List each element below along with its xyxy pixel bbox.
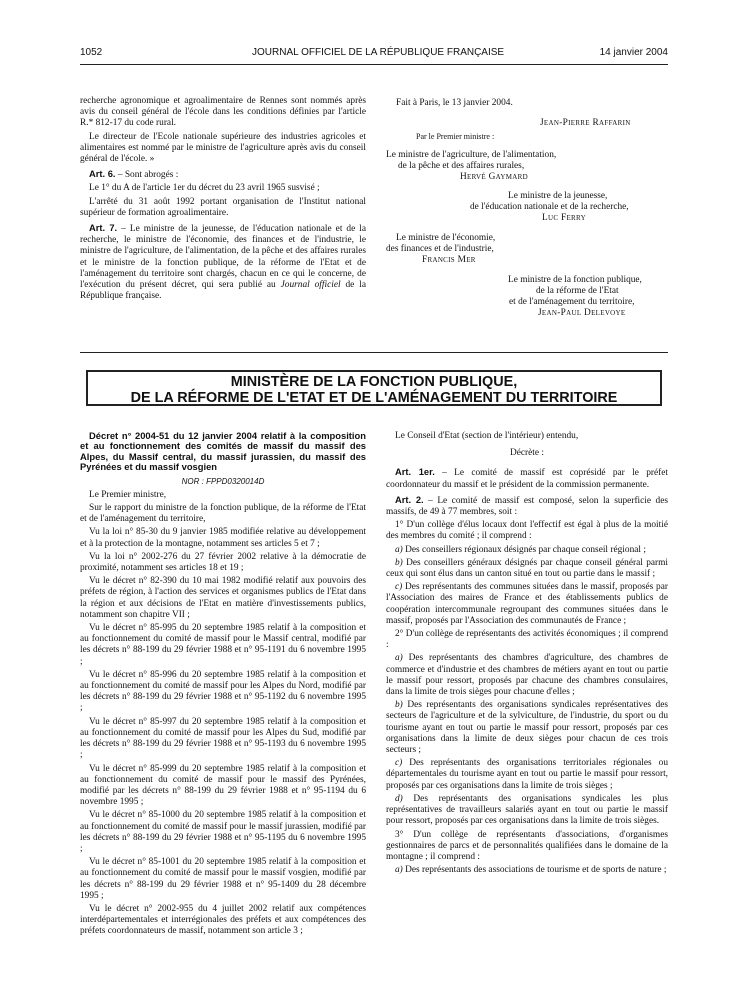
signatory-title: Le ministre de l'agriculture, de l'alimentation, [386, 150, 557, 160]
signatory-title: Le ministre de la fonction publique, [508, 275, 642, 285]
paragraph: Le 1° du A de l'article 1er du décret du 23 avril 1965 susvisé ; [89, 183, 320, 194]
list-item: a) Des représentants des chambres d'agriculture, des chambres de commerce et d'industrie et des chambres de métiers ayant en tout ou partie le massif pour ressort, proposés par chacune des chambres consulaires, dans la limite de trois sièges pour chacune d'elles ; [386, 653, 668, 698]
decree-right-column [386, 431, 668, 878]
paragraph: Vu le décret n° 85-1001 du 20 septembre 1985 relatif à la composition et au fonctionnement du comité de massif pour le massif vosgien, modifié par les décrets n° 88-199 du 29 février 1988 et n° 95-1409 du 28 décembre 1995 ; [80, 857, 366, 901]
paragraph: Le directeur de l'Ecole nationale supérieure des industries agricoles et alimentaires est nommé par le ministre de l'agriculture après avis du conseil général de l'école. » [80, 131, 366, 165]
paragraph: Vu le décret n° 85-995 du 20 septembre 1985 relatif à la composition et au fonctionnement du comité de massif pour le Massif central, modifié par les décrets n° 88-199 du 29 février 1988 et n° 95-1191 du 6 novembre 1995 ; [80, 623, 366, 667]
list-item: d) Des représentants des organisations syndicales les plus représentatives de travailleurs salariés ayant en tout ou partie le massif pour ressort, proposés par ces organisations dans la limite de trois sièges. [386, 793, 668, 827]
ministry-heading [86, 370, 662, 406]
article-2: Art. 2. – Le comité de massif est composé, selon la superficie des massifs, de 49 à 77 membres, soit : [386, 494, 668, 518]
header-date: 14 janvier 2004 [599, 47, 668, 58]
signatory-title: de la pêche et des affaires rurales, [398, 161, 525, 171]
signatory-intro: Par le Premier ministre : [416, 132, 495, 141]
signatory-title: de l'éducation nationale et de la recherche, [470, 202, 629, 212]
signatory-title: et de l'aménagement du territoire, [509, 297, 635, 307]
paragraph: Vu la loi n° 2002-276 du 27 février 2002 relative à la démocratie de proximité, notamment ses articles 18 et 19 ; [80, 551, 366, 574]
page-number: 1052 [80, 47, 103, 58]
paragraph: 1° D'un collège d'élus locaux dont l'effectif est égal à plus de la moitié des membres du comité ; il comprend : [386, 520, 668, 542]
signatory-title: des finances et de l'industrie, [386, 244, 494, 254]
page-header [80, 47, 668, 63]
ministry-line-1: MINISTÈRE DE LA FONCTION PUBLIQUE, [230, 374, 518, 390]
place-date: Fait à Paris, le 13 janvier 2004. [396, 98, 513, 108]
paragraph: Vu le décret n° 85-999 du 20 septembre 1985 relatif à la composition et au fonctionnement du comité de massif pour le massif des Pyrénées, modifié par les décrets n° 88-199 du 29 février 1988 et n° 95-1194 du 6 novembre 1995 ; [80, 763, 366, 808]
decree-left-column [80, 431, 366, 940]
paragraph: 2° D'un collège de représentants des activités économiques ; il comprend : [386, 629, 668, 651]
signatory-title: Le ministre de l'économie, [396, 233, 496, 243]
section-rule [80, 352, 668, 353]
list-item: b) Des représentants des organisations syndicales représentatives des secteurs de l'agriculture et de la sylviculture, de l'industrie, du sport ou du tourisme ayant en tout ou partie le massif pour ressort, proposés par ces organisations dans la limite de deux sièges pour chacun de ces trois secteurs ; [386, 700, 668, 756]
signatory-title: Le ministre de la jeunesse, [508, 191, 608, 201]
paragraph: Le Premier ministre, [89, 489, 167, 500]
paragraph: Sur le rapport du ministre de la fonction publique, de la réforme de l'Etat et de l'aménagement du territoire, [80, 503, 366, 525]
nor-reference: NOR : FPPD0320014D [181, 476, 265, 486]
paragraph: Vu le décret n° 85-1000 du 20 septembre 1985 relatif à la composition et au fonctionnement du comité de massif pour le massif jurassien, modifié par les décrets n° 88-199 du 29 février 1988 et n° 95-1195 du 6 novembre 1995 ; [80, 810, 366, 854]
list-item: c) Des représentants des organisations territoriales régionales ou départementales du tourisme ayant en tout ou partie le massif pour ressort, proposés par ces organisations dans la limite de trois sièges ; [386, 758, 668, 791]
top-left-column [80, 96, 366, 304]
article-6: Art. 6. – Sont abrogés : [89, 169, 179, 181]
list-item: a) Des conseillers régionaux désignés par chaque conseil régional ; [395, 544, 646, 555]
paragraph: Le Conseil d'Etat (section de l'intérieur) entendu, [395, 431, 579, 441]
list-item: c) Des représentants des communes situées dans le massif, proposés par l'Association des maires de France et des établissements publics de coopération intercommunale regroupant des communes situées dans le massif, proposés par l'Association des communautés de France ; [386, 582, 668, 626]
signatory-name: Luc Ferry [542, 213, 586, 223]
paragraph: Vu le décret n° 82-390 du 10 mai 1982 modifié relatif aux pouvoirs des préfets de région, à l'action des services et organismes publics de l'Etat dans la région et aux décisions de l'Etat en matière d'investissements publics, notamment son chapitre VII ; [80, 576, 366, 620]
list-item: a) Des représentants des associations de tourisme et de sports de nature ; [395, 865, 667, 876]
decree-title: Décret n° 2004-51 du 12 janvier 2004 relatif à la composition et au fonctionnement des comités de massif du massif des Alpes, du Massif central, du massif jurassien, du massif des Pyrénées et du massif vosgien [80, 430, 366, 473]
signatory-name: Jean-Pierre Raffarin [540, 118, 631, 128]
signatory-name: Hervé Gaymard [460, 172, 528, 182]
paragraph: Vu le décret n° 85-997 du 20 septembre 1985 relatif à la composition et au fonctionnement du comité de massif pour les Alpes du Sud, modifié par les décrets n° 88-199 du 29 février 1988 et n° 95-1193 du 6 novembre 1995 ; [80, 716, 366, 761]
signatory-title: de la réforme de l'Etat [536, 286, 619, 296]
paragraph: Vu le décret n° 85-996 du 20 septembre 1985 relatif à la composition et au fonctionnement du comité de massif pour les Alpes du Nord, modifié par les décrets n° 88-199 du 29 février 1988 et n° 95-1192 du 6 novembre 1995 ; [80, 669, 366, 714]
list-item: b) Des conseillers généraux désignés par chaque conseil général parmi ceux qui sont élus dans un canton situé en tout ou partie dans le massif ; [386, 557, 668, 580]
paragraph: 3° D'un collège de représentants d'associations, d'organismes gestionnaires de parcs et de personnalités qualifiées dans le domaine de la montagne ; il comprend : [386, 829, 668, 862]
paragraph: Vu le décret n° 2002-955 du 4 juillet 2002 relatif aux compétences interdépartementales et interrégionales des préfets et aux compétences des préfets coordonnateurs de massif, notamment son article 3 ; [80, 903, 366, 937]
paragraph: L'arrêté du 31 août 1992 portant organisation de l'Institut national supérieur de formation agroalimentaire. [80, 196, 366, 218]
ministry-line-2: DE LA RÉFORME DE L'ETAT ET DE L'AMÉNAGEMENT DU TERRITOIRE [130, 390, 618, 406]
signatory-name: Jean-Paul Delevoye [538, 308, 626, 318]
journal-title: JOURNAL OFFICIEL DE LA RÉPUBLIQUE FRANÇAISE [252, 47, 505, 58]
article-7: Art. 7. – Le ministre de la jeunesse, de l'éducation nationale et de la recherche, le ministre de l'économie, des finances et de l'industrie, le ministre de l'agriculture, de l'alimentation, de la pêche et des affaires rurales et le ministre de la fonction publique, de la réforme de l'Etat et de l'aménagement du territoire sont chargés, chacun en ce qui le concerne, de l'exécution du présent décret, qui sera publié au Journal officiel de la République française. [80, 223, 367, 302]
paragraph: Vu la loi n° 85-30 du 9 janvier 1985 modifiée relative au développement et à la protection de la montagne, notamment ses articles 5 et 7 ; [80, 527, 366, 549]
decrete: Décrète : [510, 448, 544, 459]
signatory-name: Francis Mer [422, 255, 476, 265]
header-rule [80, 64, 668, 65]
paragraph: recherche agronomique et agroalimentaire de Rennes sont nommés après avis du conseil général de l'école dans les conditions définies par l'article R.* 812-17 du code rural. [80, 96, 366, 129]
article-1: Art. 1er. – Le comité de massif est coprésidé par le préfet coordonnateur du massif et le président de la commission permanente. [386, 467, 668, 490]
